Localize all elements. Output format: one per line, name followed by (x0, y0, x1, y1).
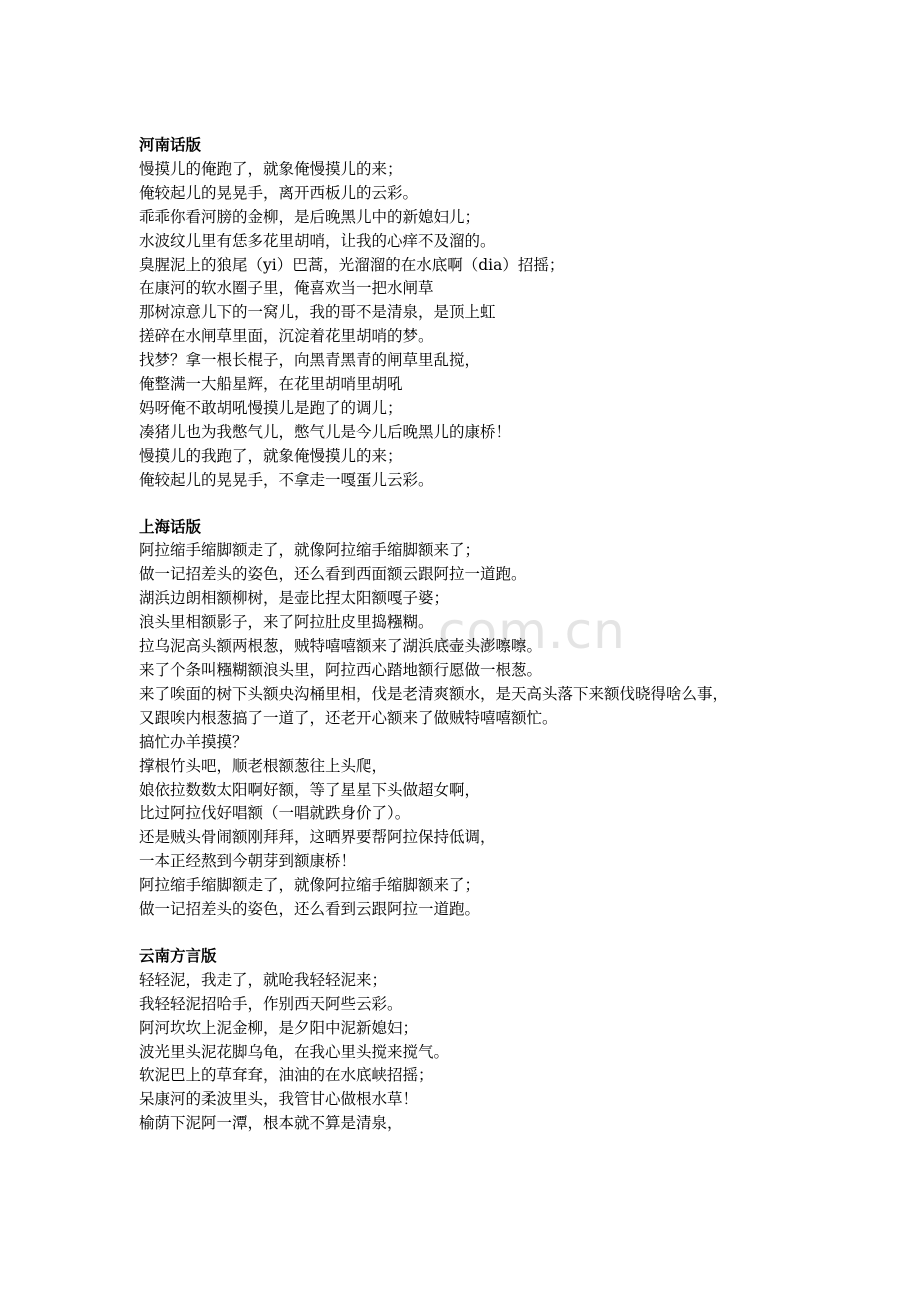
poem-line: 来了唉面的树下头额央沟桶里相，伐是老清爽额水，是天高头落下来额伐晓得啥么事， (139, 684, 729, 703)
poem-line: 做一记招差头的姿色，还么看到云跟阿拉一道跑。 (139, 900, 481, 919)
poem-line: 妈呀俺不敢胡吼慢摸儿是跑了的调儿； (139, 398, 403, 417)
poem-line: 撑根竹头吧，顺老根额葱往上头爬， (139, 756, 388, 775)
poem-line: 臭腥泥上的狼尾（yi）巴蒿，光溜溜的在水底啊（dia）招摇； (139, 255, 565, 274)
poem-line: 阿河坎坎上泥金柳，是夕阳中泥新媳妇； (139, 1018, 419, 1037)
poem-line: 俺整满一大船星辉，在花里胡哨里胡吼 (139, 375, 403, 394)
poem-line: 湖浜边朗相额柳树，是壶比捏太阳额嘎子婆； (139, 589, 450, 608)
poem-line: 那树凉意儿下的一窝儿，我的哥不是清泉，是顶上虹 (139, 303, 496, 322)
poem-line: 还是贼头骨闹额刚拜拜，这晒界要帮阿拉保持低调， (139, 828, 496, 847)
poem-line: 水波纹儿里有恁多花里胡哨，让我的心痒不及溜的。 (139, 231, 496, 250)
poem-line: 俺较起儿的晃晃手，离开西板儿的云彩。 (139, 183, 419, 202)
poem-line: 搓碎在水闸草里面，沉淀着花里胡哨的梦。 (139, 327, 434, 346)
poem-line: 找梦？拿一根长棍子，向黑青黑青的闸草里乱搅， (139, 351, 481, 370)
poem-line: 俺较起儿的晃晃手，不拿走一嘎蛋儿云彩。 (139, 470, 434, 489)
dialect-section (139, 945, 799, 1136)
section-heading: 上海话版 (139, 517, 202, 536)
poem-line: 在康河的软水圈子里，俺喜欢当一把水闸草 (139, 279, 434, 298)
poem-line: 榆荫下泥阿一潭，根本就不算是清泉， (139, 1114, 403, 1133)
poem-line: 乖乖你看河膀的金柳，是后晚黑儿中的新媳妇儿； (139, 207, 481, 226)
poem-line: 搞忙办羊摸摸？ (139, 732, 248, 751)
poem-line: 阿拉缩手缩脚额走了，就像阿拉缩手缩脚额来了； (139, 541, 481, 560)
poem-line: 一本正经熬到今朝芽到额康桥！ (139, 852, 357, 871)
dialect-section (139, 516, 799, 922)
poem-line: 波光里头泥花脚乌龟，在我心里头搅来搅气。 (139, 1042, 450, 1061)
poem-line: 呆康河的柔波里头，我管甘心做根水草！ (139, 1090, 419, 1109)
poem-line: 凑猪儿也为我憋气儿，憋气儿是今儿后晚黑儿的康桥！ (139, 422, 512, 441)
poem-line: 浪头里相额影子，来了阿拉肚皮里捣糨糊。 (139, 613, 434, 632)
poem-line: 我轻轻泥招哈手，作别西天阿些云彩。 (139, 994, 403, 1013)
poem-line: 拉乌泥高头额两根葱，贼特嘻嘻额来了湖浜底壶头澎嚓嚓。 (139, 637, 543, 656)
poem-line: 娘依拉数数太阳啊好额，等了星星下头做超女啊， (139, 780, 481, 799)
poem-line: 慢摸儿的俺跑了，就象俺慢摸儿的来； (139, 159, 403, 178)
poem-line: 轻轻泥，我走了，就呛我轻轻泥来； (139, 970, 388, 989)
poem-line: 慢摸儿的我跑了，就象俺慢摸儿的来； (139, 446, 403, 465)
poem-line: 软泥巴上的草耷耷，油油的在水底峡招摇； (139, 1066, 434, 1085)
document-body (139, 134, 799, 1136)
dialect-section (139, 134, 799, 493)
section-heading: 河南话版 (139, 136, 202, 154)
poem-line: 比过阿拉伐好唱额（一唱就跌身价了）。 (139, 804, 411, 823)
poem-line: 做一记招差头的姿色，还么看到西面额云跟阿拉一道跑。 (139, 565, 527, 584)
section-heading: 云南方言版 (139, 946, 217, 965)
poem-line: 来了个条叫糨糊额浪头里，阿拉西心踏地额行愿做一根葱。 (139, 661, 543, 679)
poem-line: 又跟唉内根葱搞了一道了，还老开心额来了做贼特嘻嘻额忙。 (139, 708, 558, 727)
watermark: com.cn (438, 602, 626, 660)
poem-line: 阿拉缩手缩脚额走了，就像阿拉缩手缩脚额来了； (139, 876, 481, 895)
